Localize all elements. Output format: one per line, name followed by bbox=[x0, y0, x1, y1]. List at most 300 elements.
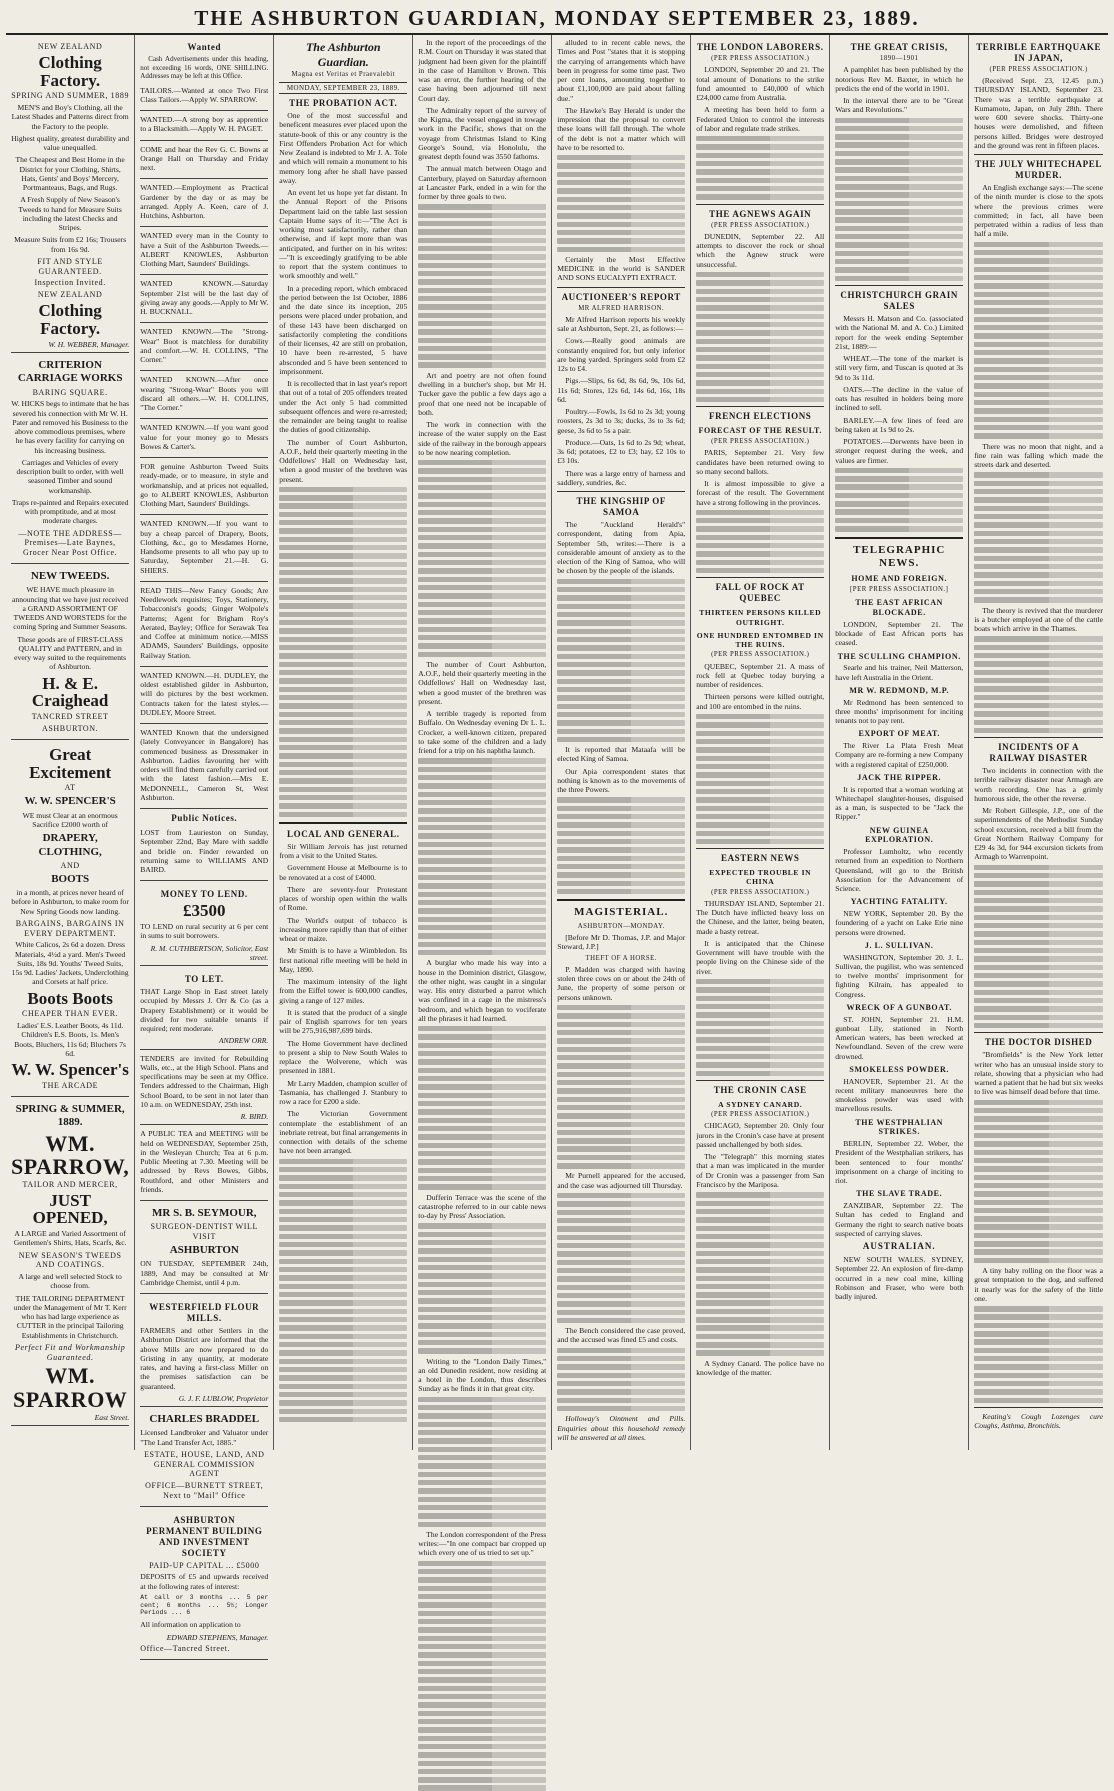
notice-to-let bbox=[140, 968, 268, 1049]
ad-text: Highest quality, greatest durability and value unequalled. bbox=[11, 133, 130, 153]
notice-building-society bbox=[140, 1509, 268, 1660]
section-heading-australian: AUSTRALIAN. bbox=[862, 1241, 936, 1252]
article-source: (PER PRESS ASSOCIATION.) bbox=[711, 1111, 810, 1119]
classified-item bbox=[140, 113, 268, 141]
column-telegraphic bbox=[830, 35, 969, 1450]
section-subtitle: ASHBURTON—MONDAY. bbox=[577, 922, 665, 930]
article-paragraph: Professor Lumholtz, who recently returned from an expedition to Northern Queensland, will go to the British Association for the Advancement of Science. bbox=[835, 847, 964, 894]
ad-subtitle: THE ARCADE bbox=[42, 1081, 99, 1091]
ad-heading: NEW ZEALAND bbox=[37, 42, 103, 51]
ad-text: MEN'S and Boy's Clothing, all the Latest Shades and Patterns direct from the Factory to the people. bbox=[11, 103, 129, 131]
news-paragraph: The annual match between Otago and Canterbury, played on Saturday afternoon at Lancaster Park, ended in a win for the former by three goals to two. bbox=[418, 164, 547, 201]
notice-heading: TO LET. bbox=[184, 974, 224, 985]
ad-signature: East Street. bbox=[94, 1412, 130, 1422]
notice-text: THAT Large Shop in East street lately occupied by Messrs J. Orr & Co (as a Drapery Establishment) or it would be divided for two suitable tenants if required; rent moderate. bbox=[140, 987, 269, 1034]
article-continued-text bbox=[696, 979, 824, 1076]
article-paragraph: An English exchange says:—The scene of the ninth murder is close to the spots where the previous crimes were committed; in fact, all have been perpetrated within a radius of less than half a mile. bbox=[974, 183, 1104, 239]
article-paragraph: Messrs H. Matson and Co. (associated with the National M. and A. Co.) Limited report for the week ending September 21st, 1889:— bbox=[835, 314, 964, 351]
news-paragraph: Sir William Jervois has just returned from a visit to the United States. bbox=[279, 841, 408, 861]
article-subheading: THIRTEEN PERSONS KILLED OUTRIGHT. bbox=[699, 608, 822, 627]
notice-text: All information on application to bbox=[140, 1620, 241, 1630]
classified-item bbox=[140, 517, 268, 582]
court-bench: [Before Mr D. Thomas, J.P. and Major Steward, J.P.] bbox=[557, 933, 686, 952]
article-paragraph: NEW SOUTH WALES. SYDNEY, September 22. An explosion of fire-damp occurred in a new coal mine, killing Robinson and Fraser, who were both badly injured. bbox=[835, 1255, 964, 1302]
article-subheading: A SYDNEY CANARD. bbox=[718, 1099, 803, 1109]
article-continued-text bbox=[557, 579, 685, 743]
news-paragraph: It is stated that the product of a single pair of English sparrows for ten years will be 275,916,987,699 birds. bbox=[279, 1007, 408, 1036]
ad-note: —NOTE THE ADDRESS— Premises—Late Baynes, Grocer Near Post Office. bbox=[18, 528, 122, 558]
ad-subtitle: NEW SEASON'S TWEEDS AND COATINGS. bbox=[18, 1250, 122, 1270]
ad-title: W. W. Spencer's bbox=[11, 1060, 129, 1080]
classified-text: WANTED every man in the County to have a Suit of the Ashburton Tweeds.—ALBERT KNOWLES, Ashburton Clothing Mart, Saunders' Buildings. bbox=[140, 231, 269, 269]
news-paragraph: Mr Larry Madden, champion sculler of Tasmania, has challenged J. Stanbury to row a race for £200 a side. bbox=[279, 1078, 408, 1107]
ad-nz-clothing-factory bbox=[11, 38, 129, 353]
article-continued-text bbox=[696, 714, 824, 844]
paper-motto: Magna est Veritas et Praevalebit bbox=[291, 71, 395, 79]
ad-season: SPRING & SUMMER, 1889. bbox=[15, 1102, 125, 1129]
news-continued-text bbox=[418, 1223, 546, 1353]
ad-text: The Cheapest and Best Home in the District for your Clothing, Shirts, Hats, Gents' and Boys' Mercery, Portmanteaus, Bags, and Rugs. bbox=[15, 155, 125, 193]
classified-item bbox=[140, 277, 268, 323]
article-continued-text bbox=[974, 865, 1103, 1029]
classified-text: WANTED KNOWN.—Saturday September 21st will be the last day of giving away any goods.—Apply to Mr W. H. BUCKNALL. bbox=[140, 279, 269, 317]
section-heading-local: LOCAL AND GENERAL. bbox=[286, 828, 400, 839]
article-paragraph: "Bromfields" is the New York letter writer who has an unusual inside story to relate, showing that a physician who had warned a patient that he had but six weeks to live was himself dead before that time. bbox=[974, 1050, 1104, 1097]
notice-text: LOST from Laurieston on Sunday, September 22nd, Bay Mare with saddle and bridle on. Finder rewarded on returning same to WILLIAMS AND BAIRD. bbox=[140, 828, 269, 875]
article-heading: J. L. SULLIVAN. bbox=[864, 940, 934, 950]
court-continued-text bbox=[557, 1005, 685, 1169]
ad-heading: NEW ZEALAND bbox=[37, 290, 103, 300]
column-reports bbox=[552, 35, 691, 1450]
article-heading: THE GREAT CRISIS, bbox=[850, 42, 948, 52]
notice-heading: MR S. B. SEYMOUR, bbox=[152, 1207, 257, 1220]
article-paragraph: One of the most successful and beneficent measures ever placed upon the statute-book of this or any country is the First Offenders Probation Act for which New Zealand is indebted to Mr J. A. Tole and which will remain a monument to his memory long after he shall have passed away. bbox=[279, 111, 408, 185]
notice-money bbox=[140, 883, 268, 966]
article-source: (PER PRESS ASSOCIATION.) bbox=[711, 651, 810, 659]
notice-signature: EDWARD STEPHENS, Manager. bbox=[166, 1632, 269, 1642]
ad-title: DRAPERY, CLOTHING, bbox=[38, 832, 102, 858]
classified-text: WANTED KNOWN.—If you want to buy a cheap parcel of Drapery, Boots, Clothing, &c., go to Mesdames Horne, Handsome presents to all who pay up to Saturday, September 21.—H. G. SHIERS. bbox=[140, 519, 269, 575]
ad-title: H. & E. Craighead bbox=[31, 673, 109, 711]
ad-season: SPRING AND SUMMER, 1889 bbox=[11, 91, 130, 101]
notice-amount: £3500 bbox=[183, 901, 226, 921]
article-heading: THE SLAVE TRADE. bbox=[856, 1189, 943, 1199]
article-source: (PER PRESS ASSOCIATION.) bbox=[711, 54, 810, 62]
notice-rates: At call or 3 months ... 5 per cent; 6 months ... 5½; Longer Periods ... 6 bbox=[140, 1593, 269, 1617]
notice-subtitle: Office—Tancred Street. bbox=[140, 1643, 231, 1653]
article-paragraph: The River La Plata Fresh Meat Company are re-forming a new Company with a registered capital of £250,000. bbox=[835, 741, 964, 769]
article-source: (PER PRESS ASSOCIATION.) bbox=[711, 888, 810, 896]
news-paragraph: The Victorian Government contemplate the establishment of an inebriate retreat, but final arrangements in connection with details of the scheme have not been arranged. bbox=[279, 1109, 408, 1156]
news-paragraph: The London correspondent of the Press writes:—"In one compact bar cropped up which every one of us tried to set up." bbox=[418, 1529, 547, 1558]
article-paragraph: Poultry.—Fowls, 1s 6d to 2s 3d; young roosters, 2s 3d to 3s; ducks, 3s to 3s 6d; geese, 3s 6d to 5s a pair. bbox=[557, 407, 686, 435]
news-continued-text bbox=[418, 1397, 546, 1527]
ad-text: Ladies' E.S. Leather Boots, 4s 11d. Children's E.S. Boots, 1s. Men's Boots, Bluchers, 11s 6d; Bluchers 7s 6d. bbox=[14, 1021, 127, 1058]
notice-text: A PUBLIC TEA and MEETING will be held on WEDNESDAY, September 25th, in the Wesleyan Church; Tea at 6 p.m. Public Meeting at 7.30. Meeting will be addressed by Revs Bowes, Gibbs, Routhford, and other Ministers and friends. bbox=[140, 1129, 269, 1194]
article-heading: AUCTIONEER'S REPORT bbox=[561, 291, 681, 302]
article-paragraph: A Sydney Canard. The police have no knowledge of the matter. bbox=[696, 1358, 825, 1378]
article-byline: MR ALFRED HARRISON. bbox=[578, 304, 665, 312]
notice-subtitle: PAID-UP CAPITAL ... £5000 bbox=[149, 1560, 260, 1570]
ad-title: Clothing Factory. bbox=[38, 300, 102, 338]
ad-text: A large and well selected Stock to choose from. bbox=[18, 1272, 122, 1291]
column-advertisements bbox=[6, 35, 135, 1450]
article-continued-text bbox=[696, 510, 824, 574]
notice-tenders bbox=[140, 1052, 268, 1126]
news-paragraph: A burglar who made his way into a house in the Dominion district, Glasgow, the other night, was caught in a singular way. His entry disturbed a parrot which was confined in a cage in the mistress's bedroom, and which began to vociferate all the phrases it had learned. bbox=[418, 958, 547, 1023]
article-paragraph: ZANZIBAR, September 22. The Sultan has ceded to England and Germany the right to search native boats suspected of carrying slaves. bbox=[835, 1201, 964, 1238]
ad-title: WM. SPARROW bbox=[12, 1363, 128, 1412]
news-paragraph: There are seventy-four Protestant places of worship open within the walls of Rome. bbox=[279, 884, 408, 913]
news-paragraph: The Admiralty report of the survey of the Kigma, the vessel engaged in towage work in the Pacific, shows that on the voyage from Christmas Island to King George's Sound, via Honolulu, the greatest depth found was 3550 fathoms. bbox=[418, 105, 547, 161]
article-paragraph: Cows.—Really good animals are constantly enquired for, but only inferior are being yarded. Springers sold from £2 12s to £4. bbox=[557, 336, 686, 374]
article-paragraph: It is recollected that in last year's report that out of a total of 205 offenders treated under the Act only 5 had committed subsequent offences and were re-arrested; the remainder are being taught to realise the duties of good citizenship. bbox=[279, 379, 408, 435]
notice-text: Licensed Landbroker and Valuator under "The Land Transfer Act, 1885." bbox=[140, 1428, 269, 1447]
article-paragraph: CHICAGO, September 20. Only four jurors in the Cronin's case have at present passed unchallenged by both sides. bbox=[696, 1121, 825, 1149]
article-heading: THE WESTPHALIAN STRIKES. bbox=[855, 1117, 944, 1137]
news-continued-text bbox=[279, 1159, 407, 1423]
news-paragraph: The World's output of tobacco is increasing more rapidly than that of either wheat or maize. bbox=[279, 915, 408, 944]
article-paragraph: WASHINGTON, September 20. J. L. Sullivan, the pugilist, who was sentenced to twelve months' imprisonment for fighting Kilrain, has appealed to Congress. bbox=[835, 952, 964, 999]
classified-item bbox=[140, 325, 268, 371]
article-paragraph: Our Apia correspondent states that nothing is known as to the movements of the three Powers. bbox=[557, 766, 686, 795]
notice-heading: WESTERFIELD FLOUR MILLS. bbox=[149, 1302, 260, 1324]
article-paragraph: A meeting has been held to form a Federated Union to control the interests of labor and regulate trade strikes. bbox=[696, 105, 825, 133]
article-heading: FRENCH ELECTIONS bbox=[709, 411, 812, 422]
masthead-date: MONDAY SEPTEMBER 23, 1889. bbox=[554, 6, 920, 30]
article-subheading: EXPECTED TROUBLE IN CHINA bbox=[709, 868, 812, 887]
article-heading: MR W. REDMOND, M.P. bbox=[849, 685, 950, 695]
article-heading: NEW GUINEA EXPLORATION. bbox=[865, 825, 934, 845]
classified-text: WANTED Known that the undersigned (lately Conveyancer in Bangalore) has commenced business as Dressmaker in Ashburton. Ladies favouring her with orders will find them carefully carried out with the latest fashion.—Mrs E. McDONNELL, Cameron St, West Ashburton. bbox=[140, 728, 269, 802]
article-heading: THE KINGSHIP OF SAMOA bbox=[576, 496, 666, 518]
article-paragraph: Two incidents in connection with the terrible railway disaster near Armagh are worth recording. One has a grimly humorous side, the other the reverse. bbox=[974, 766, 1104, 803]
classified-text: WANTED KNOWN.—After once wearing "Strong-Wear" Boots you will discard all others.—W. H. COLLINS, "The Corner." bbox=[140, 375, 269, 413]
notice-subtitle: OFFICE—BURNETT STREET, Next to "Mail" Office bbox=[145, 1481, 264, 1500]
classified-item bbox=[140, 84, 268, 112]
news-paragraph: In the report of the proceedings of the R.M. Court on Thursday it was stated that judgment had been given for the plaintiff in the case of Hamilton v Brown. This was an error, the further hearing of the case having been adjourned till next Court day. bbox=[418, 38, 547, 103]
notice-text: ON TUESDAY, SEPTEMBER 24th, 1889, And may be consulted at Mr Cambridge Chemist, until 4 p.m. bbox=[140, 1259, 269, 1287]
paper-nameplate: The Ashburton Guardian. bbox=[305, 40, 381, 69]
section-heading-wanted: Wanted bbox=[187, 42, 222, 52]
article-heading: THE PROBATION ACT. bbox=[289, 98, 398, 109]
court-continued-text bbox=[557, 1193, 685, 1323]
masthead bbox=[6, 0, 1108, 35]
ad-subtitle: ASHBURTON. bbox=[42, 724, 99, 734]
article-source: (PER PRESS ASSOCIATION.) bbox=[711, 221, 810, 229]
ad-title: Clothing Factory. bbox=[38, 52, 102, 90]
ad-title: Boots Boots bbox=[27, 988, 113, 1008]
section-heading-telegraphic: TELEGRAPHIC NEWS. bbox=[853, 543, 946, 569]
article-paragraph: Produce.—Oats, 1s 6d to 2s 9d; wheat, 3s 6d; potatoes, £2 to £3; hay, £2 10s to £3 10s. bbox=[557, 437, 686, 466]
article-source: (PER PRESS ASSOCIATION.) bbox=[711, 437, 810, 445]
article-paragraph: ST. JOHN, September 21. H.M. gunboat Lily, stationed in North American waters, has been wrecked at Newfoundland. Seven of the crew were drowned. bbox=[835, 1014, 964, 1061]
court-paragraph: P. Madden was charged with having stolen three cows on or about the 24th of June, the property of some person or persons unknown. bbox=[557, 964, 686, 1002]
article-heading: FALL OF ROCK AT QUEBEC bbox=[715, 582, 805, 604]
ad-text: WE HAVE much pleasure in announcing that we have just received a GRAND ASSORTMENT OF TWEEDS AND WORSTEDS for the coming Spring and Summer Seasons. bbox=[12, 585, 129, 632]
classified-item bbox=[140, 669, 268, 724]
article-heading: THE LONDON LABORERS. bbox=[696, 42, 824, 52]
classified-item bbox=[140, 229, 268, 275]
article-heading: TERRIBLE EARTHQUAKE IN JAPAN, bbox=[976, 42, 1102, 63]
article-paragraph: THURSDAY ISLAND, September 21. The Dutch have inflicted heavy loss on the Chinese, and the latter, being beaten, made a hasty retreat. bbox=[696, 898, 825, 936]
ad-text: Traps re-painted and Repairs executed with promptitude, and at most moderate charges. bbox=[11, 497, 129, 526]
masthead-title: THE ASHBURTON GUARDIAN, bbox=[194, 6, 547, 30]
news-paragraph: The work in connection with the increase of the water supply on the East side of the railway in the borough appears to be now nearing completion. bbox=[418, 420, 547, 457]
article-paragraph: Mr Alfred Harrison reports his weekly sale at Ashburton, Sept. 21, as follows:— bbox=[557, 314, 686, 334]
news-paragraph: Dufferin Terrace was the scene of the catastrophe referred to in our cable news to-day by Press' Association. bbox=[418, 1192, 547, 1221]
article-paragraph: OATS.—The decline in the value of oats has resulted in holders being more inclined to sell. bbox=[835, 384, 964, 413]
classified-item bbox=[140, 584, 268, 667]
ad-criterion-carriage bbox=[11, 355, 129, 564]
article-continued-text bbox=[557, 797, 685, 894]
article-heading: THE DOCTOR DISHED bbox=[984, 1037, 1093, 1048]
article-paragraph: The "Auckland Herald's" correspondent, dating from Apia, September 5th, writes:—There is a considerable amount of anxiety as to the election of the King of Samoa, who will be chosen by the people of the islands. bbox=[557, 520, 686, 576]
advert-paragraph: Keating's Cough Lozenges cure Coughs, Asthma, Bronchitis. bbox=[974, 1412, 1104, 1431]
ad-subtitle: TANCRED STREET bbox=[31, 712, 109, 722]
ad-title: CRITERION CARRIAGE WORKS bbox=[17, 358, 123, 385]
article-paragraph: HANOVER, September 21. At the recent military manoeuvres here the smokeless powder was used with marvellous results. bbox=[835, 1076, 964, 1114]
notice-signature: R. M. CUTHBERTSON, Solicitor, East street. bbox=[150, 943, 269, 962]
ad-subtitle: BARING SQUARE. bbox=[32, 387, 108, 397]
notice-heading: ASHBURTON PERMANENT BUILDING AND INVESTMENT SOCIETY bbox=[146, 1514, 263, 1558]
article-source: [PER PRESS ASSOCIATION.] bbox=[850, 586, 949, 594]
ad-note: Perfect Fit and Workmanship Guaranteed. bbox=[14, 1342, 126, 1362]
article-paragraph: An event let us hope yet far distant. In the Annual Report of the Prisons Department laid on the table last session Captain Hume says of it:—"The Act is working most satisfactorily, rather than otherwise, and if kept more than was anticipated, and further on in his writes:—"It is exceedingly gratifying to be able to report that the system continues to work smoothly and well." bbox=[279, 188, 408, 281]
classified-item bbox=[140, 421, 268, 458]
article-heading: INCIDENTS OF A RAILWAY DISASTER bbox=[989, 742, 1088, 764]
article-heading: WRECK OF A GUNBOAT. bbox=[846, 1002, 952, 1012]
article-paragraph: Thirteen persons were killed outright, and 100 are entombed in the ruins. bbox=[696, 692, 825, 711]
ad-spencer bbox=[11, 742, 129, 1097]
notice-text: TO LEND on rural security at 6 per cent in sums to suit borrowers. bbox=[140, 922, 269, 941]
ad-title: JUST OPENED, bbox=[32, 1190, 108, 1228]
article-paragraph: It is almost impossible to give a forecast of the result. The Government have a strong following in the provinces. bbox=[696, 479, 825, 507]
article-heading: THE EAST AFRICAN BLOCKADE. bbox=[855, 598, 944, 618]
classified-item bbox=[140, 373, 268, 419]
notice-signature: G. J. F. LUBLOW, Proprietor bbox=[178, 1393, 269, 1403]
ad-subtitle: CHEAPER THAN EVER. bbox=[22, 1009, 119, 1019]
news-paragraph: The Hawke's Bay Herald is under the impression that the proposal to convert these loans will fall through. The whole of the debt is not a matter which will have to be resorted to. bbox=[557, 105, 686, 152]
column-local-news bbox=[413, 35, 552, 1558]
columns bbox=[6, 35, 1108, 1653]
ad-text: THE TAILORING DEPARTMENT under the Management of Mr T. Kerr who has had large experience as CUTTER in the principal Tailoring Establishments in Christchurch. bbox=[13, 1293, 127, 1340]
article-continued-text bbox=[974, 1306, 1103, 1403]
article-paragraph: BARLEY.—A few lines of feed are being taken at 1s 9d to 2s. bbox=[835, 415, 964, 434]
notice-flour-mills bbox=[140, 1296, 268, 1407]
ad-inspect: Inspection Invited. bbox=[34, 278, 106, 288]
ad-subtitle: AT bbox=[64, 783, 76, 793]
ad-subtitle: AND bbox=[60, 860, 80, 870]
article-heading: CHRISTCHURCH GRAIN SALES bbox=[840, 290, 958, 312]
news-paragraph: Mr Smith is to have a Wimbledon. Its first national rifle meeting will be held in May, 1890. bbox=[279, 946, 408, 974]
column-foreign-news bbox=[969, 35, 1108, 1450]
news-paragraph: The Home Government have declined to present a ship to New South Wales to replace the Wolverene, which was presented in 1881. bbox=[279, 1038, 408, 1076]
ad-sparrow bbox=[11, 1099, 129, 1426]
article-paragraph: A tiny baby rolling on the floor was a great temptation to the dog, and suffered it nearly was for the safety of the little one. bbox=[974, 1266, 1104, 1303]
article-continued-text bbox=[696, 1192, 824, 1356]
news-paragraph: Art and poetry are not often found dwelling in a butcher's shop, but Mr H. Tucker gave the public a few days ago a proof that one need not be incapable of both. bbox=[418, 370, 547, 417]
classified-text: WANTED.—Employment as Practical Gardener by the day or as may be arranged. Apply A. Keen, care of J. Hutchins, Ashburton. bbox=[140, 183, 269, 221]
news-paragraph: The maximum intensity of the light from the Eiffel tower is 600,000 candles, giving a range of 127 miles. bbox=[279, 977, 408, 1005]
article-subheading: FORECAST OF THE RESULT. bbox=[698, 426, 822, 436]
notice-signature: R. BIRD. bbox=[240, 1112, 269, 1122]
article-paragraph: Mr Robert Gillespie, J.P., one of the superintendents of the Methodist Sunday school excursion, received a bill from the Great Northern Railway Company for £29 4s 3d, for 944 excursion tickets from Armagh to Warrenpoint. bbox=[974, 806, 1104, 862]
ad-text: W. HICKS begs to intimate that he has severed his connection with Mr W. H. Pater and removed his Business to the above commodious premises, where he has every facility for carrying on his increasing business. bbox=[11, 399, 130, 455]
paper-dateline: MONDAY, SEPTEMBER 23, 1889. bbox=[279, 82, 407, 95]
classified-text: READ THIS—New Fancy Goods; Are Needlework requisites; Toys, Stationery, Tobacconist's goods; Ginger Wolpole's Patterns; Agent for Brigham Roy's Aerated, Bayley; Office for Serawak Tea and Coffee at minimum notice.—MISS ADAMS, Saunders' Buildings, opposite Railway Station. bbox=[140, 585, 269, 660]
news-continued-text bbox=[557, 155, 685, 252]
ad-title: NEW TWEEDS. bbox=[30, 569, 110, 582]
article-continued-text bbox=[974, 242, 1103, 439]
notice-subtitle: SURGEON-DENTIST WILL VISIT bbox=[150, 1222, 259, 1242]
classified-item bbox=[140, 181, 268, 227]
article-continued-text bbox=[974, 636, 1103, 733]
article-paragraph: It is reported that Mataafa will be elected King of Samoa. bbox=[557, 745, 686, 764]
article-heading: SMOKELESS POWDER. bbox=[849, 1064, 949, 1074]
ad-subtitle: TAILOR AND MERCER, bbox=[22, 1179, 118, 1189]
notice-heading: MONEY TO LEND. bbox=[160, 889, 248, 900]
article-continued-text bbox=[696, 272, 824, 402]
ad-signature: W. H. WEBBER, Manager. bbox=[48, 339, 130, 349]
ad-text: A Fresh Supply of New Season's Tweeds to hand for Measure Suits including the latest Checks and Stripes. bbox=[18, 195, 122, 233]
article-continued-text bbox=[835, 118, 963, 282]
article-paragraph: WHEAT.—The tone of the market is still very firm, and Tuscan is quoted at 3s 9d to 3s 11d. bbox=[835, 354, 964, 382]
article-paragraph: LONDON, September 20 and 21. The total amount of Donations to the strike fund amounted to £40,000 of which £24,000 came from Australia. bbox=[696, 65, 825, 102]
classified-text: WANTED KNOWN.—The "Strong-Wear" Boot is matchless for durability and comfort.—W. H. COLLINS, "The Corner." bbox=[140, 327, 269, 365]
case-heading: THEFT OF A HORSE. bbox=[585, 954, 657, 962]
news-paragraph: Writing to the "London Daily Times," an old Dunedin resident, now residing at a hotel in the London, thus describes Sunday as he finds it in that great city. bbox=[418, 1356, 547, 1394]
article-paragraph: PARIS, September 21. Very few candidates have been returned owing to so many second ballots. bbox=[696, 448, 825, 476]
article-continued-text bbox=[696, 136, 824, 200]
article-paragraph: There was a large entry of harness and saddlery, sundries, &c. bbox=[557, 468, 686, 487]
article-heading: EASTERN NEWS bbox=[720, 853, 800, 864]
section-heading-notices: Public Notices. bbox=[171, 813, 238, 824]
court-continued-text bbox=[557, 1348, 685, 1412]
news-paragraph: Government House at Melbourne is to be renovated at a cost of £4000. bbox=[279, 863, 408, 882]
news-paragraph: Certainly the Most Effective MEDICINE in the world is SANDER AND SONS EUCALYPTI EXTRACT. bbox=[557, 254, 686, 283]
news-continued-text bbox=[418, 1561, 546, 1791]
section-subheading: HOME AND FOREIGN. bbox=[851, 574, 948, 584]
notice-heading: ASHBURTON bbox=[169, 1243, 239, 1256]
notice-braddel bbox=[140, 1409, 268, 1507]
news-continued-text bbox=[418, 460, 546, 657]
notice-text: DEPOSITS of £5 and upwards received at the following rates of interest: bbox=[140, 1572, 269, 1591]
ad-text: These goods are of FIRST-CLASS QUALITY and PATTERN, and in every way suited to the requirements of Ashburton. bbox=[14, 634, 127, 672]
notice-text: TENDERS are invited for Rebuilding Walls, etc., at the High School. Plans and specifications may be seen at my Office. Tenders addressed to the Chairman, High School Board, to be sent in not later than 10 a.m. on WEDNESDAY, 25th inst. bbox=[140, 1053, 269, 1109]
news-continued-text bbox=[418, 204, 546, 368]
article-paragraph: In the interval there are to be "Great Wars and Revolutions." bbox=[835, 96, 964, 115]
article-continued-text bbox=[835, 468, 963, 532]
notice-signature: ANDREW ORR. bbox=[218, 1036, 269, 1046]
ad-text: in a month, at prices never heard of before in Ashburton, to make room for New Spring Goods now landing. bbox=[11, 888, 129, 916]
article-paragraph: NEW YORK, September 20. By the foundering of a yacht on Lake Erie nine persons were drowned. bbox=[835, 909, 964, 937]
article-heading: THE SCULLING CHAMPION. bbox=[837, 651, 961, 661]
article-heading: THE JULY WHITECHAPEL MURDER. bbox=[975, 159, 1102, 181]
article-paragraph: There was no moon that night, and a fine rain was falling which made the streets dark and deserted. bbox=[974, 441, 1104, 470]
notice-text: FARMERS and other Settlers in the Ashburton District are informed that the above Mills are now prepared to do Gristing in any quantity, at moderate rates, and having a first-class Miller on the premises satisfaction can be guaranteed. bbox=[140, 1326, 269, 1391]
notice-item bbox=[140, 826, 268, 881]
ad-guarantee: FIT AND STYLE GUARANTEED. bbox=[37, 256, 103, 276]
ad-title: W. W. SPENCER'S bbox=[24, 795, 116, 808]
article-paragraph: BERLIN, September 22. Weber, the President of the Westphalian strikers, has been sentenced to four months' imprisonment on a charge of inciting to riot. bbox=[835, 1139, 964, 1186]
article-heading: YACHTING FATALITY. bbox=[850, 897, 948, 907]
classified-intro: Cash Advertisements under this heading, not exceeding 16 words, ONE SHILLING. Addresses may be left at this Office. bbox=[140, 54, 269, 81]
notice-tea-meeting bbox=[140, 1127, 268, 1201]
article-paragraph: Pigs.—Slips, 6s 6d, 8s 6d, 9s, 10s 6d, 11s 6d; Stores, 12s 6d, 14s 6d, 16s, 18s 6d. bbox=[557, 376, 686, 404]
article-paragraph: (Received Sept. 23, 12.45 p.m.) THURSDAY ISLAND, September 23. There was a terrible earthquake at Kumamoto, Japan, on July 28th. There were 600 severe shocks. Thirty-one houses were demolished, and fifteen persons killed. Bridges were destroyed and the ground was rent in fifteen places. bbox=[974, 76, 1104, 150]
article-paragraph: The number of Court Ashburton, A.O.F., held their quarterly meeting in the Oddfellows' Hall on Wednesday last, when a good muster of the brethren was present. bbox=[279, 437, 408, 484]
article-paragraph: LONDON, September 21. The blockade of East African ports has ceased. bbox=[835, 619, 964, 648]
article-heading: THE AGNEWS AGAIN bbox=[709, 208, 812, 219]
ad-title: WM. SPARROW, bbox=[11, 1130, 130, 1179]
column-editorial bbox=[274, 35, 413, 1450]
classified-text: FOR genuine Ashburton Tweed Suits ready-made, or to measure, in style and workmanship, and at prices not equalled, go to ALBERT KNOWLES, Ashburton Clothing Mart, Saunders' Buildings. bbox=[140, 462, 269, 509]
ad-text: Measure Suits from £2 16s; Trousers from 16s 9d. bbox=[14, 235, 127, 254]
classified-text: WANTED.—A strong boy as apprentice to a Blacksmith.—Apply W. H. PAGET. bbox=[140, 115, 269, 134]
ad-text: A LARGE and Varied Assortment of Gentlemen's Shirts, Hats, Scarfs, &c. bbox=[13, 1229, 127, 1248]
article-paragraph: DUNEDIN, September 22. All attempts to discover the rock or shoal which the Agnew struck were unsuccessful. bbox=[696, 231, 825, 269]
ad-new-tweeds bbox=[11, 566, 129, 740]
court-paragraph: Mr Purnell appeared for the accused, and the case was adjourned till Thursday. bbox=[557, 1171, 686, 1190]
court-paragraph: The Bench considered the case proved, and the accused was fined £5 and costs. bbox=[557, 1326, 686, 1345]
ad-text: Carriages and Vehicles of every description built to order, with well seasoned Timber and sound workmanship. bbox=[16, 457, 124, 495]
classified-item bbox=[140, 143, 268, 180]
ad-text: WE must Clear at an enormous Sacrifice £2000 worth of bbox=[22, 810, 118, 829]
article-heading: THE CRONIN CASE bbox=[713, 1084, 807, 1095]
classified-text: TAILORS.—Wanted at once Two First Class Tailors.—Apply W. SPARROW. bbox=[140, 85, 269, 104]
classified-text: WANTED KNOWN.—H. DUDLEY, the oldest established gilder in Ashburton, will do pictures by the best workmen. Contracts taken for the latest styles.—DUDLEY, Moore Street. bbox=[140, 670, 269, 717]
news-continued-text bbox=[418, 758, 546, 955]
news-continued-text bbox=[418, 1026, 546, 1190]
article-paragraph: POTATOES.—Derwents have been in stronger request during the week, and values are firmer. bbox=[835, 437, 964, 465]
article-paragraph: In a preceding report, which embraced the period between the 1st October, 1886 and the date since its inception, 205 persons were placed under probation, and of these 143 have been discharged on satisfactorily completing the conditions of their licenses, 42 are still on probation, 10 have been re-arrested, 5 have absconded and 5 have been sentenced to imprisonment. bbox=[279, 283, 408, 376]
ad-subtitle: BARGAINS, BARGAINS IN EVERY DEPARTMENT. bbox=[15, 918, 125, 938]
classified-text: COME and hear the Rev G. C. Bowns at Orange Hall on Thursday and Friday next. bbox=[140, 144, 269, 173]
notice-dentist bbox=[140, 1203, 268, 1294]
news-paragraph: alluded to in recent cable news, the Times and Post "states that it is stopping the carrying of arrangements which have been in progress for some time past. Two per cent loans, amounting together to about £1,100,000 are paid about falling due." bbox=[557, 38, 686, 103]
section-heading-magisterial: MAGISTERIAL. bbox=[574, 906, 669, 919]
article-paragraph: Searle and his trainer, Neil Matterson, have left Australia in the Orient. bbox=[835, 663, 964, 682]
article-continued-text bbox=[974, 472, 1103, 602]
news-paragraph: The number of Court Ashburton, A.O.F., held their quarterly meeting in the Oddfellows' Hall on Wednesday last, when a good muster of the brethren was present. bbox=[418, 659, 547, 706]
article-paragraph: A pamphlet has been published by the notorious Rev M. Baxter, in which he predicts the end of the world in 1901. bbox=[835, 65, 964, 93]
article-subheading: 1890—1901 bbox=[879, 54, 919, 62]
article-paragraph: The theory is revived that the murderer is a butcher employed at one of the cattle boats which arrive in the Thames. bbox=[974, 605, 1104, 634]
article-subheading: ONE HUNDRED ENTOMBED IN THE RUINS. bbox=[696, 630, 824, 650]
article-paragraph: The "Telegraph" this morning states that a man was implicated in the murder of Dr Cronin was a passenger from San Francisco by the Mariposa. bbox=[696, 1152, 825, 1189]
article-paragraph: Mr Redmond has been sentenced to three months' imprisonment for inciting tenants not to pay rent. bbox=[835, 697, 964, 726]
column-classifieds bbox=[135, 35, 274, 1653]
article-paragraph: QUEBEC, September 21. A mass of rock fell at Quebec today burying a number of residences. bbox=[696, 661, 825, 690]
news-paragraph: A terrible tragedy is reported from Buffalo. On Wednesday evening Dr L. L. Crocker, a well-known citizen, prepared to take some of the children and a lady friend for a trip on his naphtha launch. bbox=[418, 709, 547, 756]
classified-text: WANTED KNOWN.—If you want good value for your money go to Messrs Bowes & Carter's. bbox=[140, 423, 269, 451]
article-paragraph: It is reported that a woman working at Whitechapel slaughter-houses, disguised as a man, is suspected to be "Jack the Ripper." bbox=[835, 784, 964, 822]
article-continued-text bbox=[974, 1100, 1103, 1264]
classified-item bbox=[140, 726, 268, 809]
article-paragraph: It is anticipated that the Chinese Government will have trouble with the people living on the Chinese side of the river. bbox=[696, 938, 825, 976]
ad-title: Great Excitement bbox=[29, 744, 112, 782]
classified-item bbox=[140, 460, 268, 515]
notice-heading: CHARLES BRADDEL bbox=[149, 1413, 260, 1426]
ad-text: White Calicos, 2s 6d a dozen. Dress Materials, 4½d a yard. Men's Tweed Suits, 18s 9d. Youths' Tweed Suits, 15s 9d. Ladies' Jackets, Underclothing and Corsets at half price. bbox=[11, 940, 129, 987]
article-continued-text bbox=[279, 487, 407, 817]
article-heading: EXPORT OF MEAT. bbox=[858, 729, 940, 739]
advert-paragraph: Holloway's Ointment and Pills. Enquiries about this household remedy will be answered at all times. bbox=[557, 1414, 686, 1442]
notice-subtitle: ESTATE, HOUSE, LAND, AND GENERAL COMMISSION AGENT bbox=[144, 1449, 265, 1479]
column-cable-news bbox=[691, 35, 830, 1450]
article-heading: JACK THE RIPPER. bbox=[857, 772, 942, 782]
